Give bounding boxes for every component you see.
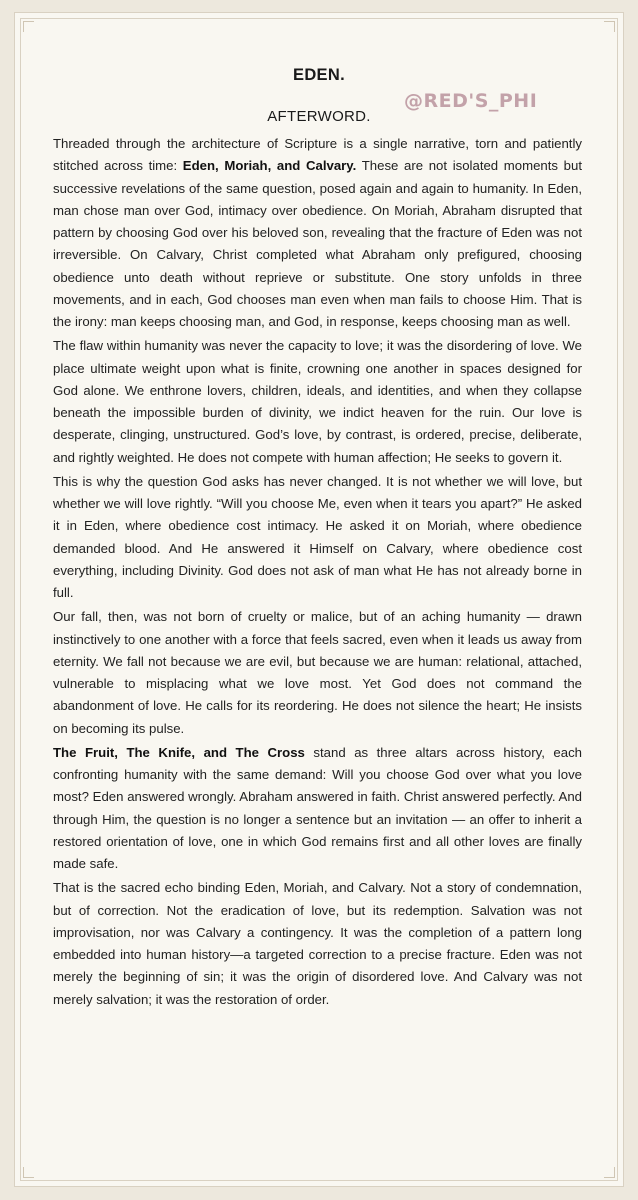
paragraph: [53, 133, 582, 333]
paragraph-text: This is why the question God asks has never changed. It is not whether we will love, but whether we will love rightly. “Will you choose Me, even when it tears you apart?” He asked it in Eden, where obedience cost intimacy. He asked it on Moriah, where obedience demanded blood. And He answered it Himself on Calvary, where obedience cost everything, including Divinity. God does not ask of man what He has not already borne in full.: [53, 473, 582, 600]
paragraph-text: These are not isolated moments but successive revelations of the same question, posed again and again to humanity. In Eden, man chose man over God, intimacy over obedience. On Moriah, Abraham disrupted that pattern by choosing God over his beloved son, revealing that the fracture of Eden was not irreversible. On Calvary, Christ completed what Abraham only prefigured, choosing obedience unto death without reprieve or substitute. One story unfolds in three movements, and in each, God chooses man even when man fails to choose Him. That is the irony: man keeps choosing man, and God, in response, keeps choosing man as well.: [53, 158, 582, 329]
afterword-body: [53, 133, 582, 1013]
paragraph-lead-bold: The Fruit, The Knife, and The Cross: [53, 744, 305, 760]
corner-ornament-icon: [604, 21, 615, 32]
paragraph-text: Our fall, then, was not born of cruelty or malice, but of an aching humanity — drawn instinctively to one another with a force that feels sacred, even when it leads us away from eternity. We fall not because we are evil, but because we are human: relational, attached, vulnerable to misplacing what we love most. Yet God does not command the abandonment of love. He calls for its reordering. He does not silence the heart; He insists on becoming its pulse.: [53, 609, 582, 736]
paragraph-text: stand as three altars across history, each confronting humanity with the same demand: Will you choose God over what you love most? Eden answered wrongly. Abraham answered in faith. Christ answered perfectly. And through Him, the question is no longer a sentence but an invitation — an offer to inherit a restored orientation of love, one in which God remains first and all other loves are finally made safe.: [53, 744, 582, 871]
paragraph-text: Threaded through the architecture of Scripture is a single narrative, torn and patiently stitched across time:: [53, 136, 582, 174]
paragraph-inline-bold: Eden, Moriah, and Calvary.: [182, 158, 357, 174]
document-subtitle: AFTERWORD.: [267, 108, 371, 125]
corner-ornament-icon: [604, 1167, 615, 1178]
paragraph-text: The flaw within humanity was never the capacity to love; it was the disordering of love. We place ultimate weight upon what is finite, crowning one another in spaces designed for God alone. We enthrone lovers, children, ideals, and identities, and when they collapse beneath the impossible burden of divinity, we indict heaven for the ruin. Our love is desperate, clinging, unstructured. God’s love, by contrast, is ordered, precise, deliberate, and rightly weighted. He does not compete with human affection; He seeks to govern it.: [53, 338, 582, 465]
watermark: @RED'S_PHI: [404, 90, 538, 112]
paragraph: [53, 335, 582, 469]
paragraph: [53, 742, 582, 876]
corner-ornament-icon: [23, 21, 34, 32]
corner-ornament-icon: [23, 1167, 34, 1178]
paragraph: [53, 606, 582, 740]
paragraph: [53, 471, 582, 605]
paragraph-text: That is the sacred echo binding Eden, Moriah, and Calvary. Not a story of condemnation, but of correction. Not the eradication of love, but its redemption. Salvation was not improvisation, nor was Calvary a contingency. It was the completion of a pattern long embedded into human history—a targeted correction to a precise fracture. Eden was not merely the beginning of sin; it was the origin of disordered love. And Calvary was not merely salvation; it was the restoration of order.: [53, 880, 582, 1007]
paragraph: [53, 877, 582, 1011]
document-title: EDEN.: [293, 66, 345, 84]
